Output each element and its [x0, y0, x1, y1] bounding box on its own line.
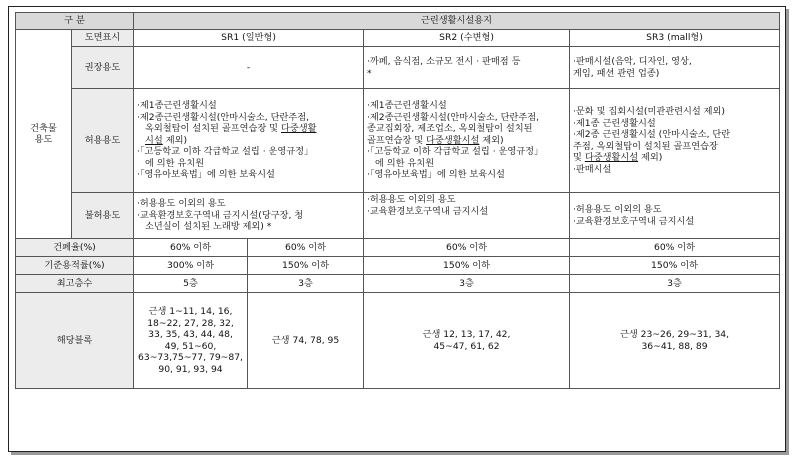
far-sr1a: 300% 이하 — [134, 257, 248, 275]
blocks-sr1b: 근생 74, 78, 95 — [248, 293, 364, 389]
far-sr1b: 150% 이하 — [248, 257, 364, 275]
notation-sr1: SR1 (일반형) — [134, 30, 364, 47]
header-gubun: 구 분 — [16, 13, 134, 30]
floors-sr1b: 3층 — [248, 275, 364, 293]
prohibited-sr1: ·허용용도 이외의 용도 ·교육환경보호구역내 금지시설(당구장, 청 소년실이 설치된 노래방 제외) * — [134, 193, 364, 239]
prohibited-row — [16, 193, 780, 239]
blocks-label: 해당블록 — [16, 293, 134, 389]
notation-sr3: SR3 (mall형) — [570, 30, 780, 47]
permitted-label: 허용용도 — [72, 89, 134, 193]
notation-sr2: SR2 (수변형) — [364, 30, 570, 47]
floors-sr2: 3층 — [364, 275, 570, 293]
blocks-row — [16, 293, 780, 389]
coverage-sr3: 60% 이하 — [570, 239, 780, 257]
recommended-label: 권장용도 — [72, 47, 134, 89]
header-title: 근린생활시설용지 — [134, 13, 780, 30]
permitted-row — [16, 89, 780, 193]
recommended-sr2: ·까페, 음식점, 소규모 전시 · 판매점 등 * — [364, 47, 570, 89]
coverage-sr1b: 60% 이하 — [248, 239, 364, 257]
far-label: 기준용적률(%) — [16, 257, 134, 275]
coverage-row — [16, 239, 780, 257]
blocks-sr1a: 근생 1~11, 14, 16, 18~22, 27, 28, 32, 33, 35, 43, 44, 48, 49, 51~60, 63~73,75~77, 79~87, 90, 91, 93, 94 — [134, 293, 248, 389]
coverage-label: 건폐율(%) — [16, 239, 134, 257]
coverage-sr2: 60% 이하 — [364, 239, 570, 257]
coverage-sr1a: 60% 이하 — [134, 239, 248, 257]
floors-sr3: 3층 — [570, 275, 780, 293]
prohibited-sr2: ·허용용도 이외의 용도 ·교육환경보호구역내 금지시설 — [364, 193, 570, 239]
recommended-row — [16, 47, 780, 89]
prohibited-sr3: ·허용용도 이외의 용도 ·교육환경보호구역내 금지시설 — [570, 193, 780, 239]
far-row — [16, 257, 780, 275]
far-sr3: 150% 이하 — [570, 257, 780, 275]
document-frame — [8, 6, 786, 452]
floors-sr1a: 5층 — [134, 275, 248, 293]
notation-label: 도면표시 — [72, 30, 134, 47]
blocks-sr3: 근생 23~26, 29~31, 34, 36~41, 88, 89 — [570, 293, 780, 389]
prohibited-label: 불허용도 — [72, 193, 134, 239]
floors-row — [16, 275, 780, 293]
permitted-sr2: ·제1종근린생활시설 ·제2종근린생활시설(안마시술소, 단란주점, 종교집회장, 제조업소, 옥외철탑이 설치된 골프연습장 및 다중생활시설 제외) ·「고등학교 이하 각급학교 설립 · 운영규정」 에 의한 유치원 ·「영유아보육법」에 의한 보육시설 — [364, 89, 570, 193]
permitted-sr3: ·문화 및 집회시설(미관관련시설 제외) ·제1종 근린생활시설 ·제2종 근린생활시설 (안마시술소, 단란 주점, 옥외철탑이 설치된 골프연습장 및 다중생활시설 제외) ·판매시설 — [570, 89, 780, 193]
notation-row — [16, 30, 780, 47]
permitted-sr1: ·제1종근린생활시설 ·제2종근린생활시설(안마시술소, 단란주점, 옥외철탑이 설치된 골프연습장 및 다중생활 시설 제외) ·「고등학교 이하 각급학교 설립 · 운영규정」 에 의한 유치원 ·「영유아보육법」에 의한 보육시설 — [134, 89, 364, 193]
far-sr2: 150% 이하 — [364, 257, 570, 275]
land-use-table — [15, 12, 780, 389]
recommended-sr3: ·판매시설(음악, 디자인, 영상, 게임, 패션 관련 업종) — [570, 47, 780, 89]
blocks-sr2: 근생 12, 13, 17, 42, 45~47, 61, 62 — [364, 293, 570, 389]
floors-label: 최고층수 — [16, 275, 134, 293]
group-label-building-use: 건축물 용도 — [16, 30, 72, 239]
recommended-sr1: - — [134, 47, 364, 89]
header-row — [16, 13, 780, 30]
